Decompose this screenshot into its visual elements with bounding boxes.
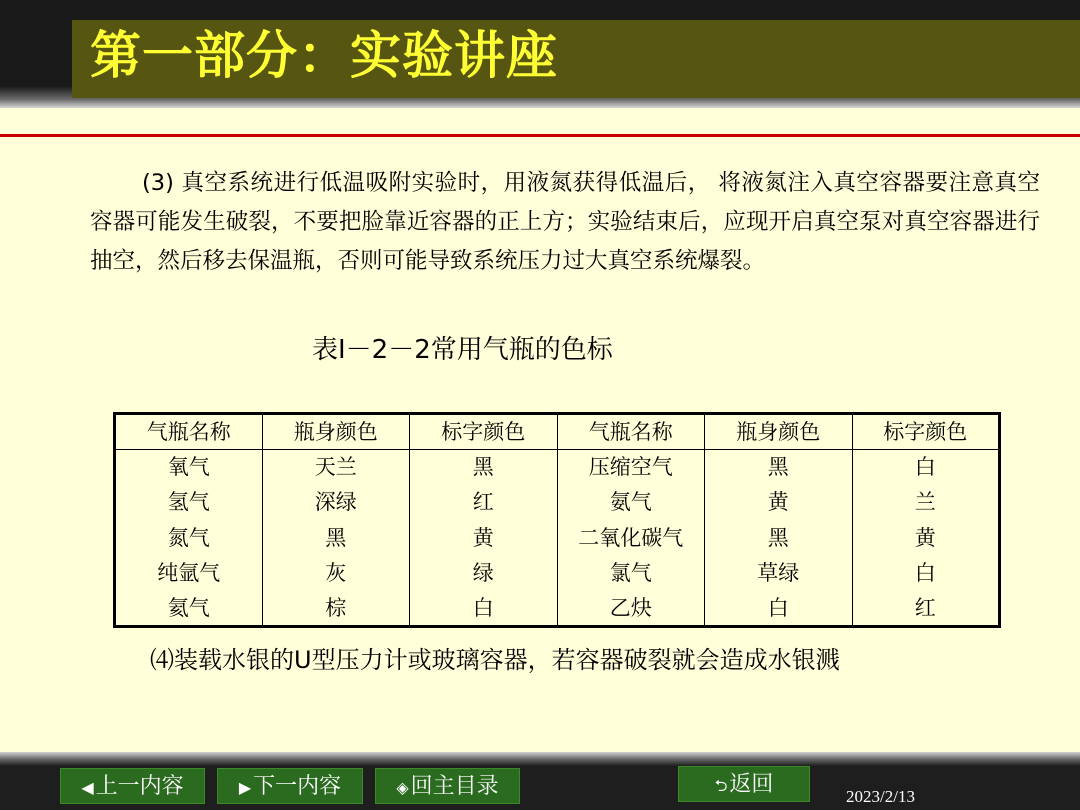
- table-row: [115, 590, 1000, 626]
- header-gas-name-2: 气瓶名称: [557, 414, 705, 450]
- table-cell: 氢气: [115, 485, 263, 520]
- next-content-label: 下一内容: [253, 774, 342, 799]
- table-cell: 纯氩气: [115, 555, 263, 590]
- table-cell: 乙炔: [557, 590, 705, 626]
- gas-cylinder-color-table: [113, 412, 1001, 628]
- table-cell: 氮气: [115, 520, 263, 555]
- table-cell: 草绿: [705, 555, 853, 590]
- table-cell: 黑: [705, 520, 853, 555]
- page-title: 第一部分：实验讲座: [90, 27, 559, 86]
- return-arrow-icon: ⮌: [714, 776, 728, 795]
- table-header-row: [115, 414, 1000, 450]
- table-cell: 黄: [852, 520, 1000, 555]
- diamond-icon: ◈: [396, 778, 409, 797]
- table-cell: 红: [410, 485, 558, 520]
- table-row: [115, 555, 1000, 590]
- triangle-left-icon: ◀: [81, 778, 94, 797]
- table-caption: 表Ⅰ－2－2常用气瓶的色标: [312, 335, 613, 365]
- header-gas-name-1: 气瓶名称: [115, 414, 263, 450]
- table-cell: 氨气: [557, 485, 705, 520]
- main-menu-button[interactable]: [375, 768, 520, 804]
- table-cell: 白: [410, 590, 558, 626]
- table-row: [115, 450, 1000, 485]
- header-body-color-2: 瓶身颜色: [705, 414, 853, 450]
- table-cell: 氧气: [115, 450, 263, 485]
- main-menu-label: 回主目录: [410, 774, 499, 799]
- table-cell: 白: [852, 555, 1000, 590]
- table-cell: 白: [705, 590, 853, 626]
- table-cell: 氯气: [557, 555, 705, 590]
- table-cell: 二氧化碳气: [557, 520, 705, 555]
- table-cell: 黑: [262, 520, 410, 555]
- header-label-color-2: 标字颜色: [852, 414, 1000, 450]
- header-body-color-1: 瓶身颜色: [262, 414, 410, 450]
- header-divider: [0, 134, 1080, 137]
- table-cell: 天兰: [262, 450, 410, 485]
- table-row: [115, 485, 1000, 520]
- prev-content-button[interactable]: [60, 768, 205, 804]
- slide-date: 2023/2/13: [846, 787, 915, 806]
- return-button[interactable]: [678, 766, 810, 802]
- table-cell: 黄: [410, 520, 558, 555]
- table-cell: 黄: [705, 485, 853, 520]
- prev-content-label: 上一内容: [95, 774, 184, 799]
- table-row: [115, 520, 1000, 555]
- table-cell: 红: [852, 590, 1000, 626]
- header-label-color-1: 标字颜色: [410, 414, 558, 450]
- table-cell: 棕: [262, 590, 410, 626]
- table-cell: 兰: [852, 485, 1000, 520]
- paragraph-3: (3) 真空系统进行低温吸附实验时，用液氮获得低温后， 将液氮注入真空容器要注意真空容器可能发生破裂，不要把脸靠近容器的正上方；实验结束后，应现开启真空泵对真空容器进行抽空，然后移去保温瓶，否则可能导致系统压力过大真空系统爆裂。: [90, 170, 1040, 274]
- triangle-right-icon: ▶: [238, 778, 252, 797]
- table-cell: 黑: [410, 450, 558, 485]
- table-cell: 绿: [410, 555, 558, 590]
- table-cell: 黑: [705, 450, 853, 485]
- table-cell: 灰: [262, 555, 410, 590]
- table-cell: 压缩空气: [557, 450, 705, 485]
- next-content-button[interactable]: [217, 768, 363, 804]
- table-cell: 氦气: [115, 590, 263, 626]
- return-label: 返回: [729, 772, 774, 797]
- table-cell: 白: [852, 450, 1000, 485]
- note-4: ⑷装载水银的U型压力计或玻璃容器，若容器破裂就会造成水银溅: [150, 646, 840, 674]
- table-cell: 深绿: [262, 485, 410, 520]
